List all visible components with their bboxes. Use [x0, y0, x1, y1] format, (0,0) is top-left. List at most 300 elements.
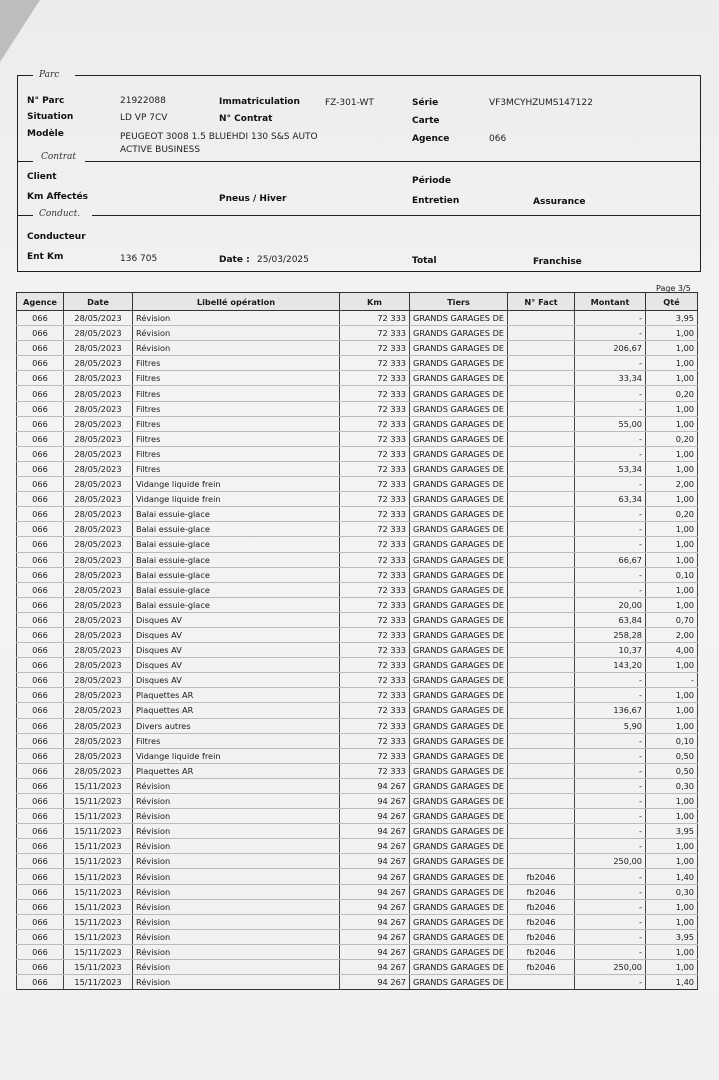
pneus-label: Pneus / Hiver [219, 194, 287, 204]
cell-agence: 066 [17, 416, 64, 431]
cell-tiers: GRANDS GARAGES DE [410, 824, 508, 839]
cell-montant: 258,28 [575, 627, 646, 642]
modele-line1: PEUGEOT 3008 1.5 BLUEHDI 130 S&S AUTO [120, 132, 318, 142]
table-row [17, 567, 698, 582]
cell-qte: 1,00 [646, 341, 698, 356]
table-row [17, 703, 698, 718]
cell-no-fact [508, 582, 575, 597]
cell-no-fact [508, 809, 575, 824]
cell-km: 72 333 [340, 567, 410, 582]
table-body [17, 311, 698, 990]
cell-tiers: GRANDS GARAGES DE [410, 522, 508, 537]
cell-date: 28/05/2023 [64, 763, 133, 778]
cell-km: 94 267 [340, 960, 410, 975]
table-row [17, 522, 698, 537]
table-row [17, 658, 698, 673]
cell-km: 72 333 [340, 673, 410, 688]
cell-date: 28/05/2023 [64, 416, 133, 431]
cell-km: 72 333 [340, 733, 410, 748]
cell-date: 28/05/2023 [64, 431, 133, 446]
cell-qte: 1,00 [646, 416, 698, 431]
table-row [17, 884, 698, 899]
cell-no-fact [508, 567, 575, 582]
cell-date: 28/05/2023 [64, 673, 133, 688]
cell-agence: 066 [17, 854, 64, 869]
cell-date: 28/05/2023 [64, 477, 133, 492]
cell-km: 94 267 [340, 854, 410, 869]
cell-libelle: Révision [133, 869, 340, 884]
cell-tiers: GRANDS GARAGES DE [410, 763, 508, 778]
cell-no-fact [508, 627, 575, 642]
cell-montant: - [575, 733, 646, 748]
situation-value: LD VP 7CV [120, 113, 168, 123]
cell-tiers: GRANDS GARAGES DE [410, 929, 508, 944]
cell-no-fact [508, 522, 575, 537]
table-row [17, 839, 698, 854]
page-fold-shadow [0, 0, 40, 62]
cell-no-fact [508, 356, 575, 371]
cell-qte: 3,95 [646, 824, 698, 839]
cell-no-fact [508, 839, 575, 854]
cell-libelle: Filtres [133, 386, 340, 401]
cell-qte: 3,95 [646, 929, 698, 944]
cell-qte: 1,00 [646, 658, 698, 673]
cell-no-fact [508, 658, 575, 673]
modele-line2: ACTIVE BUSINESS [120, 145, 201, 155]
situation-label: Situation [27, 112, 74, 122]
cell-agence: 066 [17, 839, 64, 854]
cell-no-fact [508, 733, 575, 748]
cell-qte: 1,00 [646, 461, 698, 476]
col-no-fact: N° Fact [508, 293, 575, 311]
cell-km: 72 333 [340, 356, 410, 371]
cell-agence: 066 [17, 944, 64, 959]
agence-label: Agence [412, 134, 450, 144]
cell-agence: 066 [17, 431, 64, 446]
frame-line [700, 161, 701, 271]
cell-montant: - [575, 326, 646, 341]
cell-tiers: GRANDS GARAGES DE [410, 431, 508, 446]
cell-libelle: Filtres [133, 461, 340, 476]
contrat-label: N° Contrat [219, 114, 273, 124]
cell-km: 72 333 [340, 341, 410, 356]
cell-agence: 066 [17, 914, 64, 929]
cell-no-fact [508, 794, 575, 809]
cell-qte: 1,00 [646, 446, 698, 461]
cell-montant: - [575, 778, 646, 793]
cell-date: 15/11/2023 [64, 929, 133, 944]
cell-no-fact [508, 643, 575, 658]
cell-no-fact [508, 975, 575, 990]
cell-km: 72 333 [340, 386, 410, 401]
cell-montant: - [575, 356, 646, 371]
cell-km: 72 333 [340, 522, 410, 537]
cell-agence: 066 [17, 884, 64, 899]
cell-libelle: Filtres [133, 733, 340, 748]
cell-qte: 1,00 [646, 371, 698, 386]
cell-libelle: Révision [133, 341, 340, 356]
cell-date: 28/05/2023 [64, 597, 133, 612]
cell-km: 72 333 [340, 658, 410, 673]
cell-agence: 066 [17, 492, 64, 507]
table-row [17, 824, 698, 839]
cell-date: 15/11/2023 [64, 854, 133, 869]
table-row [17, 446, 698, 461]
cell-libelle: Balai essuie-glace [133, 522, 340, 537]
cell-tiers: GRANDS GARAGES DE [410, 975, 508, 990]
cell-agence: 066 [17, 446, 64, 461]
cell-tiers: GRANDS GARAGES DE [410, 386, 508, 401]
cell-agence: 066 [17, 401, 64, 416]
cell-no-fact [508, 552, 575, 567]
table-row [17, 643, 698, 658]
cell-libelle: Révision [133, 824, 340, 839]
cell-no-fact [508, 778, 575, 793]
cell-date: 28/05/2023 [64, 522, 133, 537]
cell-montant: - [575, 446, 646, 461]
cell-tiers: GRANDS GARAGES DE [410, 854, 508, 869]
cell-km: 72 333 [340, 371, 410, 386]
cell-km: 94 267 [340, 809, 410, 824]
cell-montant: - [575, 914, 646, 929]
cell-date: 15/11/2023 [64, 809, 133, 824]
cell-no-fact [508, 537, 575, 552]
cell-tiers: GRANDS GARAGES DE [410, 507, 508, 522]
conducteur-label: Conducteur [27, 232, 86, 242]
table-row [17, 326, 698, 341]
cell-no-fact: fb2046 [508, 960, 575, 975]
cell-agence: 066 [17, 718, 64, 733]
cell-km: 72 333 [340, 401, 410, 416]
cell-montant: - [575, 794, 646, 809]
cell-km: 94 267 [340, 869, 410, 884]
cell-libelle: Balai essuie-glace [133, 582, 340, 597]
cell-agence: 066 [17, 311, 64, 326]
cell-km: 94 267 [340, 975, 410, 990]
cell-km: 94 267 [340, 824, 410, 839]
franchise-label: Franchise [533, 257, 582, 267]
cell-tiers: GRANDS GARAGES DE [410, 492, 508, 507]
cell-km: 94 267 [340, 794, 410, 809]
cell-qte: 1,00 [646, 552, 698, 567]
cell-libelle: Révision [133, 914, 340, 929]
cell-km: 72 333 [340, 477, 410, 492]
cell-tiers: GRANDS GARAGES DE [410, 643, 508, 658]
cell-no-fact: fb2046 [508, 944, 575, 959]
cell-qte: 1,00 [646, 597, 698, 612]
cell-montant: - [575, 507, 646, 522]
table-row [17, 416, 698, 431]
cell-qte: - [646, 673, 698, 688]
ent-km-value: 136 705 [120, 254, 158, 264]
carte-label: Carte [412, 116, 440, 126]
cell-date: 28/05/2023 [64, 386, 133, 401]
cell-montant: - [575, 869, 646, 884]
cell-agence: 066 [17, 567, 64, 582]
cell-libelle: Filtres [133, 431, 340, 446]
cell-agence: 066 [17, 733, 64, 748]
cell-km: 72 333 [340, 552, 410, 567]
table-row [17, 914, 698, 929]
cell-tiers: GRANDS GARAGES DE [410, 627, 508, 642]
cell-montant: - [575, 944, 646, 959]
table-row [17, 597, 698, 612]
table-row [17, 944, 698, 959]
cell-agence: 066 [17, 627, 64, 642]
periode-label: Période [412, 176, 451, 186]
cell-qte: 1,00 [646, 794, 698, 809]
cell-tiers: GRANDS GARAGES DE [410, 673, 508, 688]
table-row [17, 960, 698, 975]
cell-libelle: Révision [133, 839, 340, 854]
cell-agence: 066 [17, 477, 64, 492]
cell-date: 28/05/2023 [64, 507, 133, 522]
cell-qte: 0,20 [646, 386, 698, 401]
cell-qte: 1,00 [646, 326, 698, 341]
col-libelle: Libellé opération [133, 293, 340, 311]
cell-tiers: GRANDS GARAGES DE [410, 960, 508, 975]
cell-date: 28/05/2023 [64, 371, 133, 386]
cell-no-fact [508, 492, 575, 507]
table-row [17, 627, 698, 642]
cell-qte: 1,00 [646, 944, 698, 959]
cell-libelle: Vidange liquide frein [133, 748, 340, 763]
cell-qte: 1,40 [646, 975, 698, 990]
cell-tiers: GRANDS GARAGES DE [410, 416, 508, 431]
cell-montant: - [575, 311, 646, 326]
cell-qte: 1,40 [646, 869, 698, 884]
cell-montant: - [575, 688, 646, 703]
cell-tiers: GRANDS GARAGES DE [410, 703, 508, 718]
cell-agence: 066 [17, 658, 64, 673]
cell-libelle: Révision [133, 854, 340, 869]
cell-montant: 250,00 [575, 960, 646, 975]
cell-date: 28/05/2023 [64, 341, 133, 356]
cell-montant: - [575, 567, 646, 582]
table-row [17, 778, 698, 793]
frame-line [17, 161, 33, 162]
cell-no-fact [508, 461, 575, 476]
cell-date: 15/11/2023 [64, 884, 133, 899]
table-row [17, 552, 698, 567]
cell-qte: 1,00 [646, 809, 698, 824]
cell-qte: 2,00 [646, 627, 698, 642]
cell-tiers: GRANDS GARAGES DE [410, 688, 508, 703]
cell-agence: 066 [17, 326, 64, 341]
cell-no-fact [508, 824, 575, 839]
cell-libelle: Balai essuie-glace [133, 507, 340, 522]
date-label: Date : [219, 255, 250, 265]
col-tiers: Tiers [410, 293, 508, 311]
cell-libelle: Disques AV [133, 643, 340, 658]
table-row [17, 854, 698, 869]
cell-montant: - [575, 929, 646, 944]
cell-date: 15/11/2023 [64, 839, 133, 854]
cell-tiers: GRANDS GARAGES DE [410, 778, 508, 793]
cell-agence: 066 [17, 975, 64, 990]
cell-km: 72 333 [340, 763, 410, 778]
table-row [17, 371, 698, 386]
cell-no-fact: fb2046 [508, 899, 575, 914]
cell-tiers: GRANDS GARAGES DE [410, 944, 508, 959]
cell-km: 94 267 [340, 884, 410, 899]
cell-km: 72 333 [340, 718, 410, 733]
cell-montant: - [575, 899, 646, 914]
section-contrat: Contrat [41, 152, 77, 162]
cell-km: 72 333 [340, 597, 410, 612]
cell-km: 94 267 [340, 839, 410, 854]
frame-line [85, 161, 700, 162]
cell-libelle: Vidange liquide frein [133, 492, 340, 507]
cell-date: 28/05/2023 [64, 718, 133, 733]
cell-libelle: Disques AV [133, 612, 340, 627]
cell-agence: 066 [17, 809, 64, 824]
table-row [17, 763, 698, 778]
cell-agence: 066 [17, 356, 64, 371]
cell-tiers: GRANDS GARAGES DE [410, 461, 508, 476]
cell-tiers: GRANDS GARAGES DE [410, 748, 508, 763]
cell-agence: 066 [17, 522, 64, 537]
cell-tiers: GRANDS GARAGES DE [410, 884, 508, 899]
agence-value: 066 [489, 134, 507, 144]
cell-date: 28/05/2023 [64, 688, 133, 703]
cell-qte: 1,00 [646, 899, 698, 914]
cell-montant: - [575, 763, 646, 778]
serie-label: Série [412, 98, 439, 108]
cell-montant: - [575, 537, 646, 552]
frame-line [700, 75, 701, 163]
cell-qte: 0,50 [646, 763, 698, 778]
cell-libelle: Révision [133, 975, 340, 990]
cell-libelle: Plaquettes AR [133, 763, 340, 778]
cell-agence: 066 [17, 643, 64, 658]
cell-agence: 066 [17, 552, 64, 567]
cell-tiers: GRANDS GARAGES DE [410, 839, 508, 854]
cell-montant: - [575, 401, 646, 416]
cell-qte: 0,10 [646, 567, 698, 582]
no-parc-label: N° Parc [27, 96, 65, 106]
cell-qte: 3,95 [646, 311, 698, 326]
cell-libelle: Révision [133, 809, 340, 824]
cell-no-fact: fb2046 [508, 914, 575, 929]
cell-montant: 63,34 [575, 492, 646, 507]
table-row [17, 869, 698, 884]
col-date: Date [64, 293, 133, 311]
table-row [17, 477, 698, 492]
cell-libelle: Filtres [133, 446, 340, 461]
table-row [17, 794, 698, 809]
cell-montant: - [575, 673, 646, 688]
table-row [17, 537, 698, 552]
cell-tiers: GRANDS GARAGES DE [410, 809, 508, 824]
col-agence: Agence [17, 293, 64, 311]
cell-libelle: Balai essuie-glace [133, 567, 340, 582]
cell-qte: 1,00 [646, 688, 698, 703]
cell-tiers: GRANDS GARAGES DE [410, 597, 508, 612]
cell-tiers: GRANDS GARAGES DE [410, 371, 508, 386]
cell-km: 72 333 [340, 688, 410, 703]
cell-montant: 66,67 [575, 552, 646, 567]
cell-tiers: GRANDS GARAGES DE [410, 537, 508, 552]
cell-libelle: Révision [133, 899, 340, 914]
section-conduct: Conduct. [39, 209, 81, 219]
cell-libelle: Révision [133, 944, 340, 959]
cell-montant: - [575, 884, 646, 899]
cell-qte: 0,50 [646, 748, 698, 763]
cell-date: 15/11/2023 [64, 975, 133, 990]
cell-no-fact [508, 431, 575, 446]
cell-libelle: Balai essuie-glace [133, 552, 340, 567]
cell-montant: 20,00 [575, 597, 646, 612]
total-label: Total [412, 256, 437, 266]
cell-tiers: GRANDS GARAGES DE [410, 552, 508, 567]
cell-km: 94 267 [340, 944, 410, 959]
table-header-row [17, 293, 698, 311]
cell-tiers: GRANDS GARAGES DE [410, 446, 508, 461]
immat-label: Immatriculation [219, 97, 300, 107]
cell-tiers: GRANDS GARAGES DE [410, 612, 508, 627]
cell-tiers: GRANDS GARAGES DE [410, 733, 508, 748]
cell-no-fact [508, 507, 575, 522]
cell-agence: 066 [17, 341, 64, 356]
ent-km-label: Ent Km [27, 252, 64, 262]
cell-km: 72 333 [340, 537, 410, 552]
cell-tiers: GRANDS GARAGES DE [410, 477, 508, 492]
cell-qte: 0,70 [646, 612, 698, 627]
cell-libelle: Plaquettes AR [133, 703, 340, 718]
cell-libelle: Disques AV [133, 673, 340, 688]
cell-no-fact [508, 477, 575, 492]
cell-qte: 1,00 [646, 960, 698, 975]
cell-km: 72 333 [340, 582, 410, 597]
cell-km: 72 333 [340, 703, 410, 718]
cell-no-fact [508, 612, 575, 627]
cell-date: 28/05/2023 [64, 567, 133, 582]
serie-value: VF3MCYHZUMS147122 [489, 98, 593, 108]
cell-no-fact [508, 748, 575, 763]
cell-tiers: GRANDS GARAGES DE [410, 794, 508, 809]
cell-no-fact [508, 688, 575, 703]
cell-qte: 1,00 [646, 703, 698, 718]
cell-qte: 4,00 [646, 643, 698, 658]
cell-agence: 066 [17, 688, 64, 703]
cell-tiers: GRANDS GARAGES DE [410, 869, 508, 884]
cell-libelle: Plaquettes AR [133, 688, 340, 703]
cell-montant: 63,84 [575, 612, 646, 627]
table-row [17, 718, 698, 733]
cell-date: 28/05/2023 [64, 658, 133, 673]
page-number: Page 3/5 [656, 284, 691, 293]
cell-km: 72 333 [340, 311, 410, 326]
cell-date: 28/05/2023 [64, 311, 133, 326]
cell-km: 72 333 [340, 431, 410, 446]
cell-date: 28/05/2023 [64, 733, 133, 748]
table-row [17, 975, 698, 990]
cell-km: 94 267 [340, 899, 410, 914]
table-row [17, 386, 698, 401]
cell-no-fact [508, 446, 575, 461]
cell-qte: 0,30 [646, 884, 698, 899]
col-km: Km [340, 293, 410, 311]
col-montant: Montant [575, 293, 646, 311]
cell-agence: 066 [17, 386, 64, 401]
cell-date: 15/11/2023 [64, 899, 133, 914]
cell-libelle: Révision [133, 794, 340, 809]
cell-montant: 55,00 [575, 416, 646, 431]
cell-date: 28/05/2023 [64, 748, 133, 763]
cell-date: 28/05/2023 [64, 643, 133, 658]
operations-table [16, 292, 698, 990]
